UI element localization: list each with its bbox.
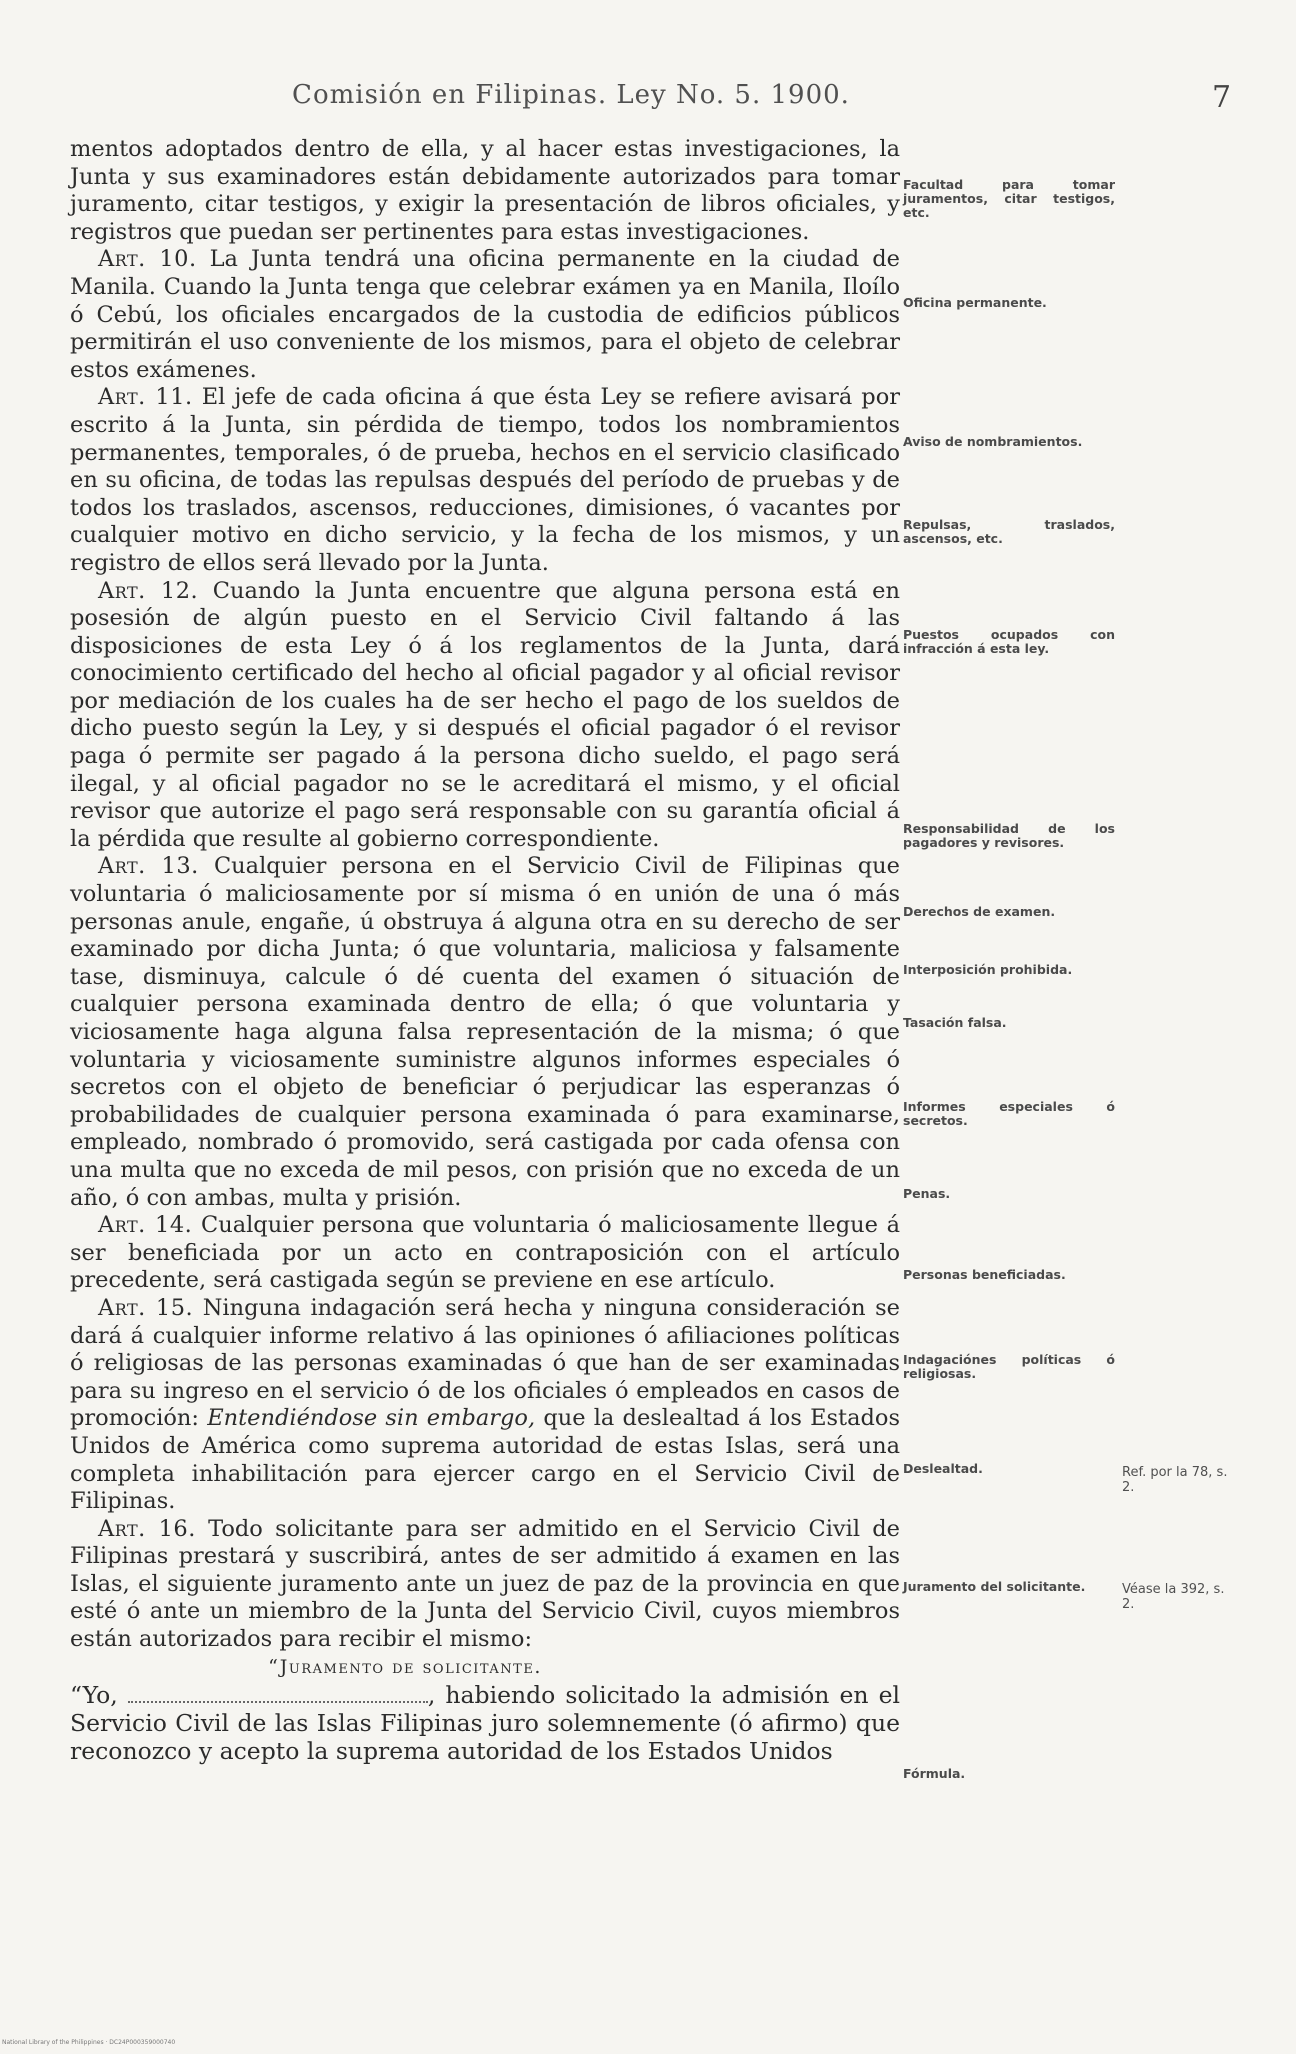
article-12	[70, 578, 900, 854]
article-10	[70, 246, 900, 384]
margin-note: Penas.	[903, 1186, 951, 1201]
margin-note: Informes especiales ó secretos.	[903, 1099, 1115, 1128]
paragraph-continuation: mentos adoptados dentro de ella, y al hacer estas investigaciones, la Junta y sus examinadores están debidamente autorizados para tomar juramento, citar testigos, y exigir la presentación de libros oficiales, y registros que puedan ser pertinentes para estas investigaciones.	[70, 136, 900, 245]
article-11	[70, 384, 900, 577]
margin-note: Deslealtad.	[903, 1461, 983, 1476]
oath-heading: “Juramento de solicitante.	[268, 1655, 542, 1678]
article-15	[70, 1295, 900, 1516]
oath-opening: “Yo,	[70, 1681, 128, 1710]
margin-note: Facultad para tomar juramentos, citar testigos, etc.	[903, 177, 1115, 220]
margin-note: Indagaciónes políticas ó religiosas.	[903, 1352, 1115, 1381]
article-text: Ninguna indagación será hecha y ninguna consideración se dará á cualquier informe relativo á las opiniones ó afiliaciones políticas ó religiosas de las personas examinadas ó que han de ser examinadas para su ingreso en el servicio ó de los oficiales ó empleados en casos de promoción:	[70, 1294, 900, 1432]
article-label: Art. 10.	[98, 246, 197, 273]
article-text: Cualquier persona que voluntaria ó maliciosamente llegue á ser beneficiada por un acto en contraposición con el artículo precedente, será castigada según se previene en ese artículo.	[70, 1212, 900, 1294]
article-label: Art. 12.	[98, 577, 199, 604]
article-label: Art. 14.	[98, 1212, 193, 1239]
main-text	[70, 136, 900, 1765]
article-text: Cuando la Junta encuentre que alguna persona está en posesión de algún puesto en el Servicio Civil faltando á las disposiciones de esta Ley ó á los reglamentos de la Junta, dará conocimiento certificado del hecho al oficial pagador y al oficial revisor por mediación de los cuales ha de ser hecho el pago de los sueldos de dicho puesto según la Ley, y si después el oficial pagador ó el revisor paga ó permite ser pagado á la persona dicho sueldo, el pago será ilegal, y al oficial pagador no se le acreditará el mismo, y el oficial revisor que autorize el pago será responsable con su garantía oficial á la pérdida que resulte al gobierno correspondiente.	[70, 577, 900, 852]
article-14	[70, 1212, 900, 1295]
article-text: Todo solicitante para ser admitido en el Servicio Civil de Filipinas prestará y suscribirá, antes de ser admitido á examen en las Islas, el siguiente juramento ante un juez de paz de la provincia en que esté ó ante un miembro de la Junta del Servicio Civil, cuyos miembros están autorizados para recibir el mismo:	[70, 1515, 900, 1653]
margin-note: Juramento del solicitante.	[903, 1579, 1086, 1594]
article-16	[70, 1516, 900, 1654]
article-label: Art. 13.	[98, 853, 199, 880]
article-text: La Junta tendrá una oficina permanente en la ciudad de Manila. Cuando la Junta tenga que celebrar exámen ya en Manila, Iloílo ó Cebú, los oficiales encargados de la custodia de edificios públicos permitirán el uso conveniente de los mismos, para el objeto de celebrar estos exámenes.	[70, 246, 900, 383]
margin-note: Responsabilidad de los pagadores y revisores.	[903, 821, 1115, 850]
article-label: Art. 15.	[98, 1294, 194, 1321]
oath-formula	[70, 1681, 900, 1765]
oath-text: , habiendo solicitado la admisión en el Servicio Civil de las Islas Filipinas juro solemnemente (ó afirmo) que reconozco y acepto la suprema autoridad de los Estados Unidos	[70, 1681, 900, 1766]
margin-note: Oficina permanente.	[903, 295, 1047, 310]
margin-note: Tasación falsa.	[903, 1015, 1007, 1030]
cross-reference: Ref. por la 78, s. 2.	[1122, 1465, 1228, 1495]
page-number: 7	[1212, 80, 1232, 115]
article-13	[70, 853, 900, 1212]
article-text: que la deslealtad á los Estados Unidos de América como suprema autoridad de estas Islas, será una completa inhabilitación para ejercer cargo en el Servicio Civil de Filipinas.	[70, 1405, 901, 1515]
article-emphasis: Entendiéndose sin embargo,	[207, 1405, 536, 1432]
article-text: El jefe de cada oficina á que ésta Ley se refiere avisará por escrito á la Junta, sin pérdida de tiempo, todos los nombramientos permanentes, temporales, ó de prueba, hechos en el servicio clasificado en su oficina, de todas las repulsas después del período de pruebas y de todos los traslados, ascensos, reducciones, dimisiones, ó vacantes por cualquier motivo en dicho servicio, y la fecha de los mismos, y un registro de ellos será llevado por la Junta.	[70, 384, 900, 576]
article-label: Art. 16.	[98, 1515, 196, 1542]
margin-note: Puestos ocupados con infracción á esta ley.	[903, 627, 1115, 656]
cross-reference: Véase la 392, s. 2.	[1122, 1582, 1225, 1612]
margin-note: Interposición prohibida.	[903, 962, 1073, 977]
margin-note: Aviso de nombramientos.	[903, 434, 1083, 449]
archive-footer: National Library of the Philippines · DC24P000359000740	[2, 2039, 176, 2046]
margin-note: Derechos de examen.	[903, 904, 1056, 919]
margin-note: Fórmula.	[903, 1766, 966, 1781]
article-text: Cualquier persona en el Servicio Civil de Filipinas que voluntaria ó maliciosamente por sí misma ó en unión de una ó más personas anule, engañe, ú obstruya á alguna otra en su derecho de ser examinado por dicha Junta; ó que voluntaria, maliciosa y falsamente tase, disminuya, calcule ó dé cuenta del examen ó situación de cualquier persona examinada dentro de ella; ó que voluntaria y viciosamente haga alguna falsa representación de la misma; ó que voluntaria y viciosamente suministre algunos informes especiales ó secretos con el objeto de beneficiar ó perjudicar las esperanzas ó probabilidades de cualquier persona examinada ó para examinarse, empleado, nombrado ó promovido, será castigada por cada ofensa con una multa que no exceda de mil pesos, con prisión que no exceda de un año, ó con ambas, multa y prisión.	[70, 853, 900, 1211]
margin-note: Personas beneficiadas.	[903, 1267, 1066, 1282]
name-blank-line	[128, 1683, 428, 1703]
running-header: Comisión en Filipinas. Ley No. 5. 1900.	[292, 80, 850, 110]
article-label: Art. 11.	[98, 384, 193, 411]
margin-note: Repulsas, traslados, ascensos, etc.	[903, 517, 1115, 546]
